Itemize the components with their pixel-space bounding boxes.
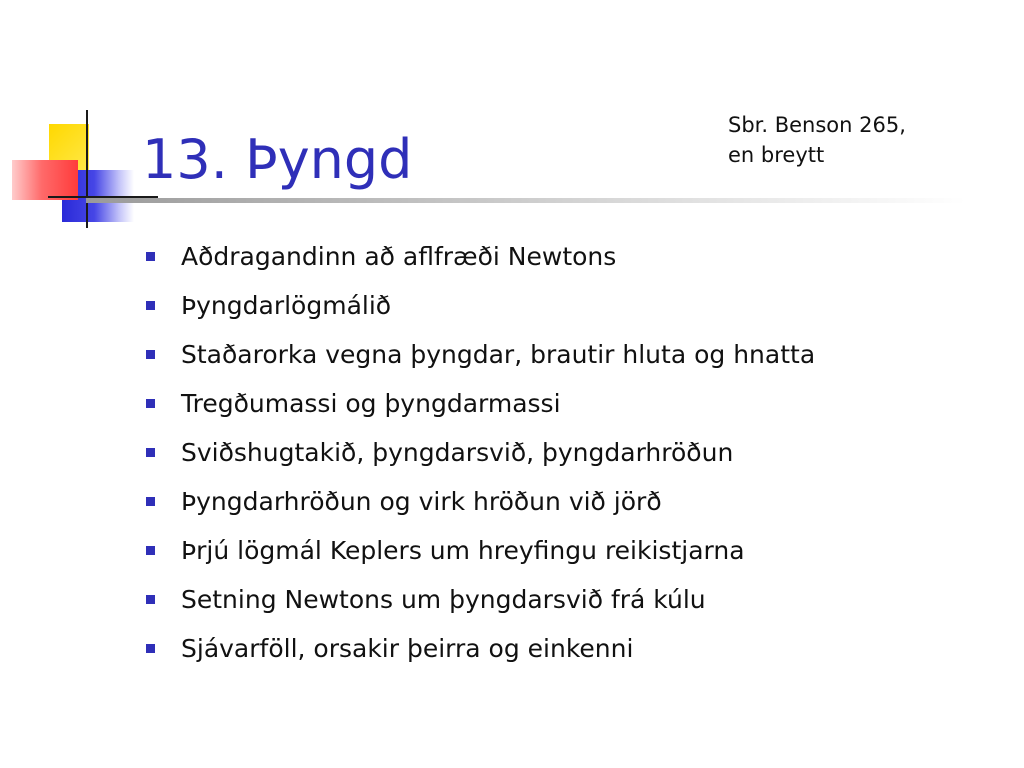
bullet-item [146, 526, 815, 575]
square-bullet-icon [146, 252, 155, 261]
bullet-text: Þyngdarhröðun og virk hröðun við jörð [181, 487, 662, 516]
bullet-item [146, 281, 815, 330]
square-bullet-icon [146, 301, 155, 310]
bullet-text: Þrjú lögmál Keplers um hreyfingu reikistjarna [181, 536, 745, 565]
square-bullet-icon [146, 399, 155, 408]
square-bullet-icon [146, 448, 155, 457]
bullet-item [146, 379, 815, 428]
bullet-text: Setning Newtons um þyngdarsvið frá kúlu [181, 585, 706, 614]
bullet-text: Aðdragandinn að aflfræði Newtons [181, 242, 617, 271]
bullet-item [146, 624, 815, 673]
bullet-text: Þyngdarlögmálið [181, 291, 392, 320]
bullet-item [146, 575, 815, 624]
bullet-list [146, 232, 815, 673]
bullet-item [146, 477, 815, 526]
square-bullet-icon [146, 497, 155, 506]
bullet-item [146, 330, 815, 379]
slide-title: 13. Þyngd [142, 128, 413, 191]
bullet-text: Sviðshugtakið, þyngdarsvið, þyngdarhröðun [181, 438, 734, 467]
square-bullet-icon [146, 546, 155, 555]
source-note [728, 110, 906, 170]
bullet-item [146, 232, 815, 281]
square-bullet-icon [146, 595, 155, 604]
logo-red-square [12, 160, 78, 200]
bullet-item [146, 428, 815, 477]
source-note-line: en breytt [728, 143, 825, 167]
square-bullet-icon [146, 350, 155, 359]
bullet-text: Sjávarföll, orsakir þeirra og einkenni [181, 634, 634, 663]
logo-vertical-line [86, 110, 88, 228]
square-bullet-icon [146, 644, 155, 653]
bullet-text: Tregðumassi og þyngdarmassi [181, 389, 561, 418]
source-note-line: Sbr. Benson 265, [728, 113, 906, 137]
bullet-text: Staðarorka vegna þyngdar, brautir hluta og hnatta [181, 340, 816, 369]
decorative-logo [0, 0, 150, 240]
